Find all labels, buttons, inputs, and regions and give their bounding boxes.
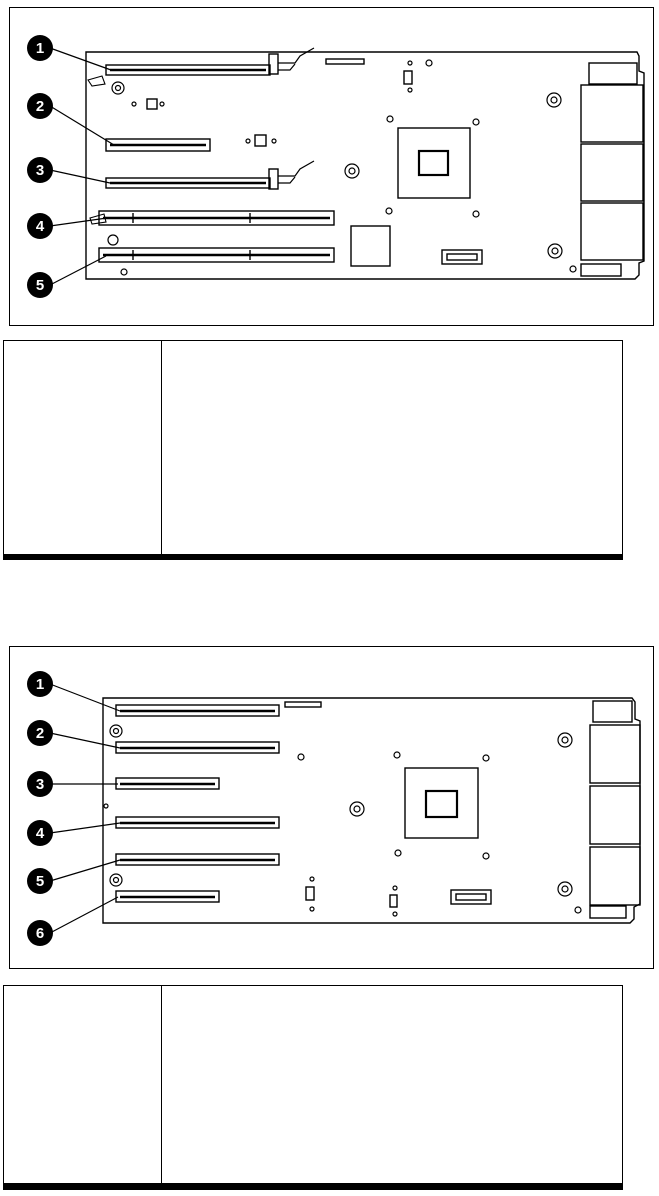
processor-socket	[398, 128, 470, 198]
callout-number: 4	[35, 218, 45, 235]
pin-header	[285, 702, 321, 707]
table-cell	[162, 1189, 623, 1190]
board-illustration-1	[10, 8, 655, 327]
table-cell	[4, 559, 162, 560]
board-outline	[103, 698, 640, 923]
callout-number: 3	[35, 162, 45, 179]
callout-number: 3	[35, 776, 45, 793]
callout-number: 6	[35, 925, 45, 942]
connector	[451, 890, 491, 904]
callout-number: 2	[35, 725, 45, 742]
riser-board-diagram-1	[9, 7, 654, 326]
edge-connector	[581, 203, 643, 260]
callout-number: 5	[35, 277, 45, 294]
callout-badges	[27, 671, 53, 946]
callout-leaders	[50, 684, 120, 933]
connector	[442, 250, 482, 264]
callout-numbers	[36, 676, 45, 942]
pin-header	[326, 59, 364, 64]
table-cell	[4, 1189, 162, 1190]
callout-number: 1	[35, 676, 45, 693]
edge-connector	[590, 725, 640, 783]
board-illustration-2	[10, 647, 655, 970]
table-cell	[162, 986, 623, 1184]
callout-number: 1	[35, 40, 45, 57]
edge-connector	[581, 264, 621, 276]
edge-connector	[590, 847, 640, 905]
riser-board-diagram-2	[9, 646, 654, 969]
chip	[351, 226, 390, 266]
table-cell	[4, 986, 162, 1184]
edge-connector	[593, 701, 632, 722]
processor-die	[426, 791, 457, 817]
callout-number: 4	[35, 825, 45, 842]
processor-socket	[405, 768, 478, 838]
table-cell	[162, 559, 623, 560]
board-outline	[86, 52, 644, 279]
legend-table-1	[3, 340, 623, 560]
edge-connector	[590, 906, 626, 918]
edge-connector	[581, 144, 643, 201]
legend-table-2	[3, 985, 623, 1190]
table-cell	[4, 341, 162, 555]
table-row	[4, 1189, 623, 1190]
callout-number: 5	[35, 873, 45, 890]
callout-number: 2	[35, 98, 45, 115]
table-header-row	[4, 341, 623, 555]
mounting-holes	[108, 60, 576, 275]
processor-die	[419, 151, 448, 175]
edge-connector	[589, 63, 637, 84]
edge-connector	[581, 85, 643, 142]
table-row	[4, 559, 623, 560]
table-cell	[162, 341, 623, 555]
callout-numbers	[36, 40, 45, 294]
pci-slots	[116, 705, 279, 902]
edge-connector	[590, 786, 640, 844]
table-header-row	[4, 986, 623, 1184]
